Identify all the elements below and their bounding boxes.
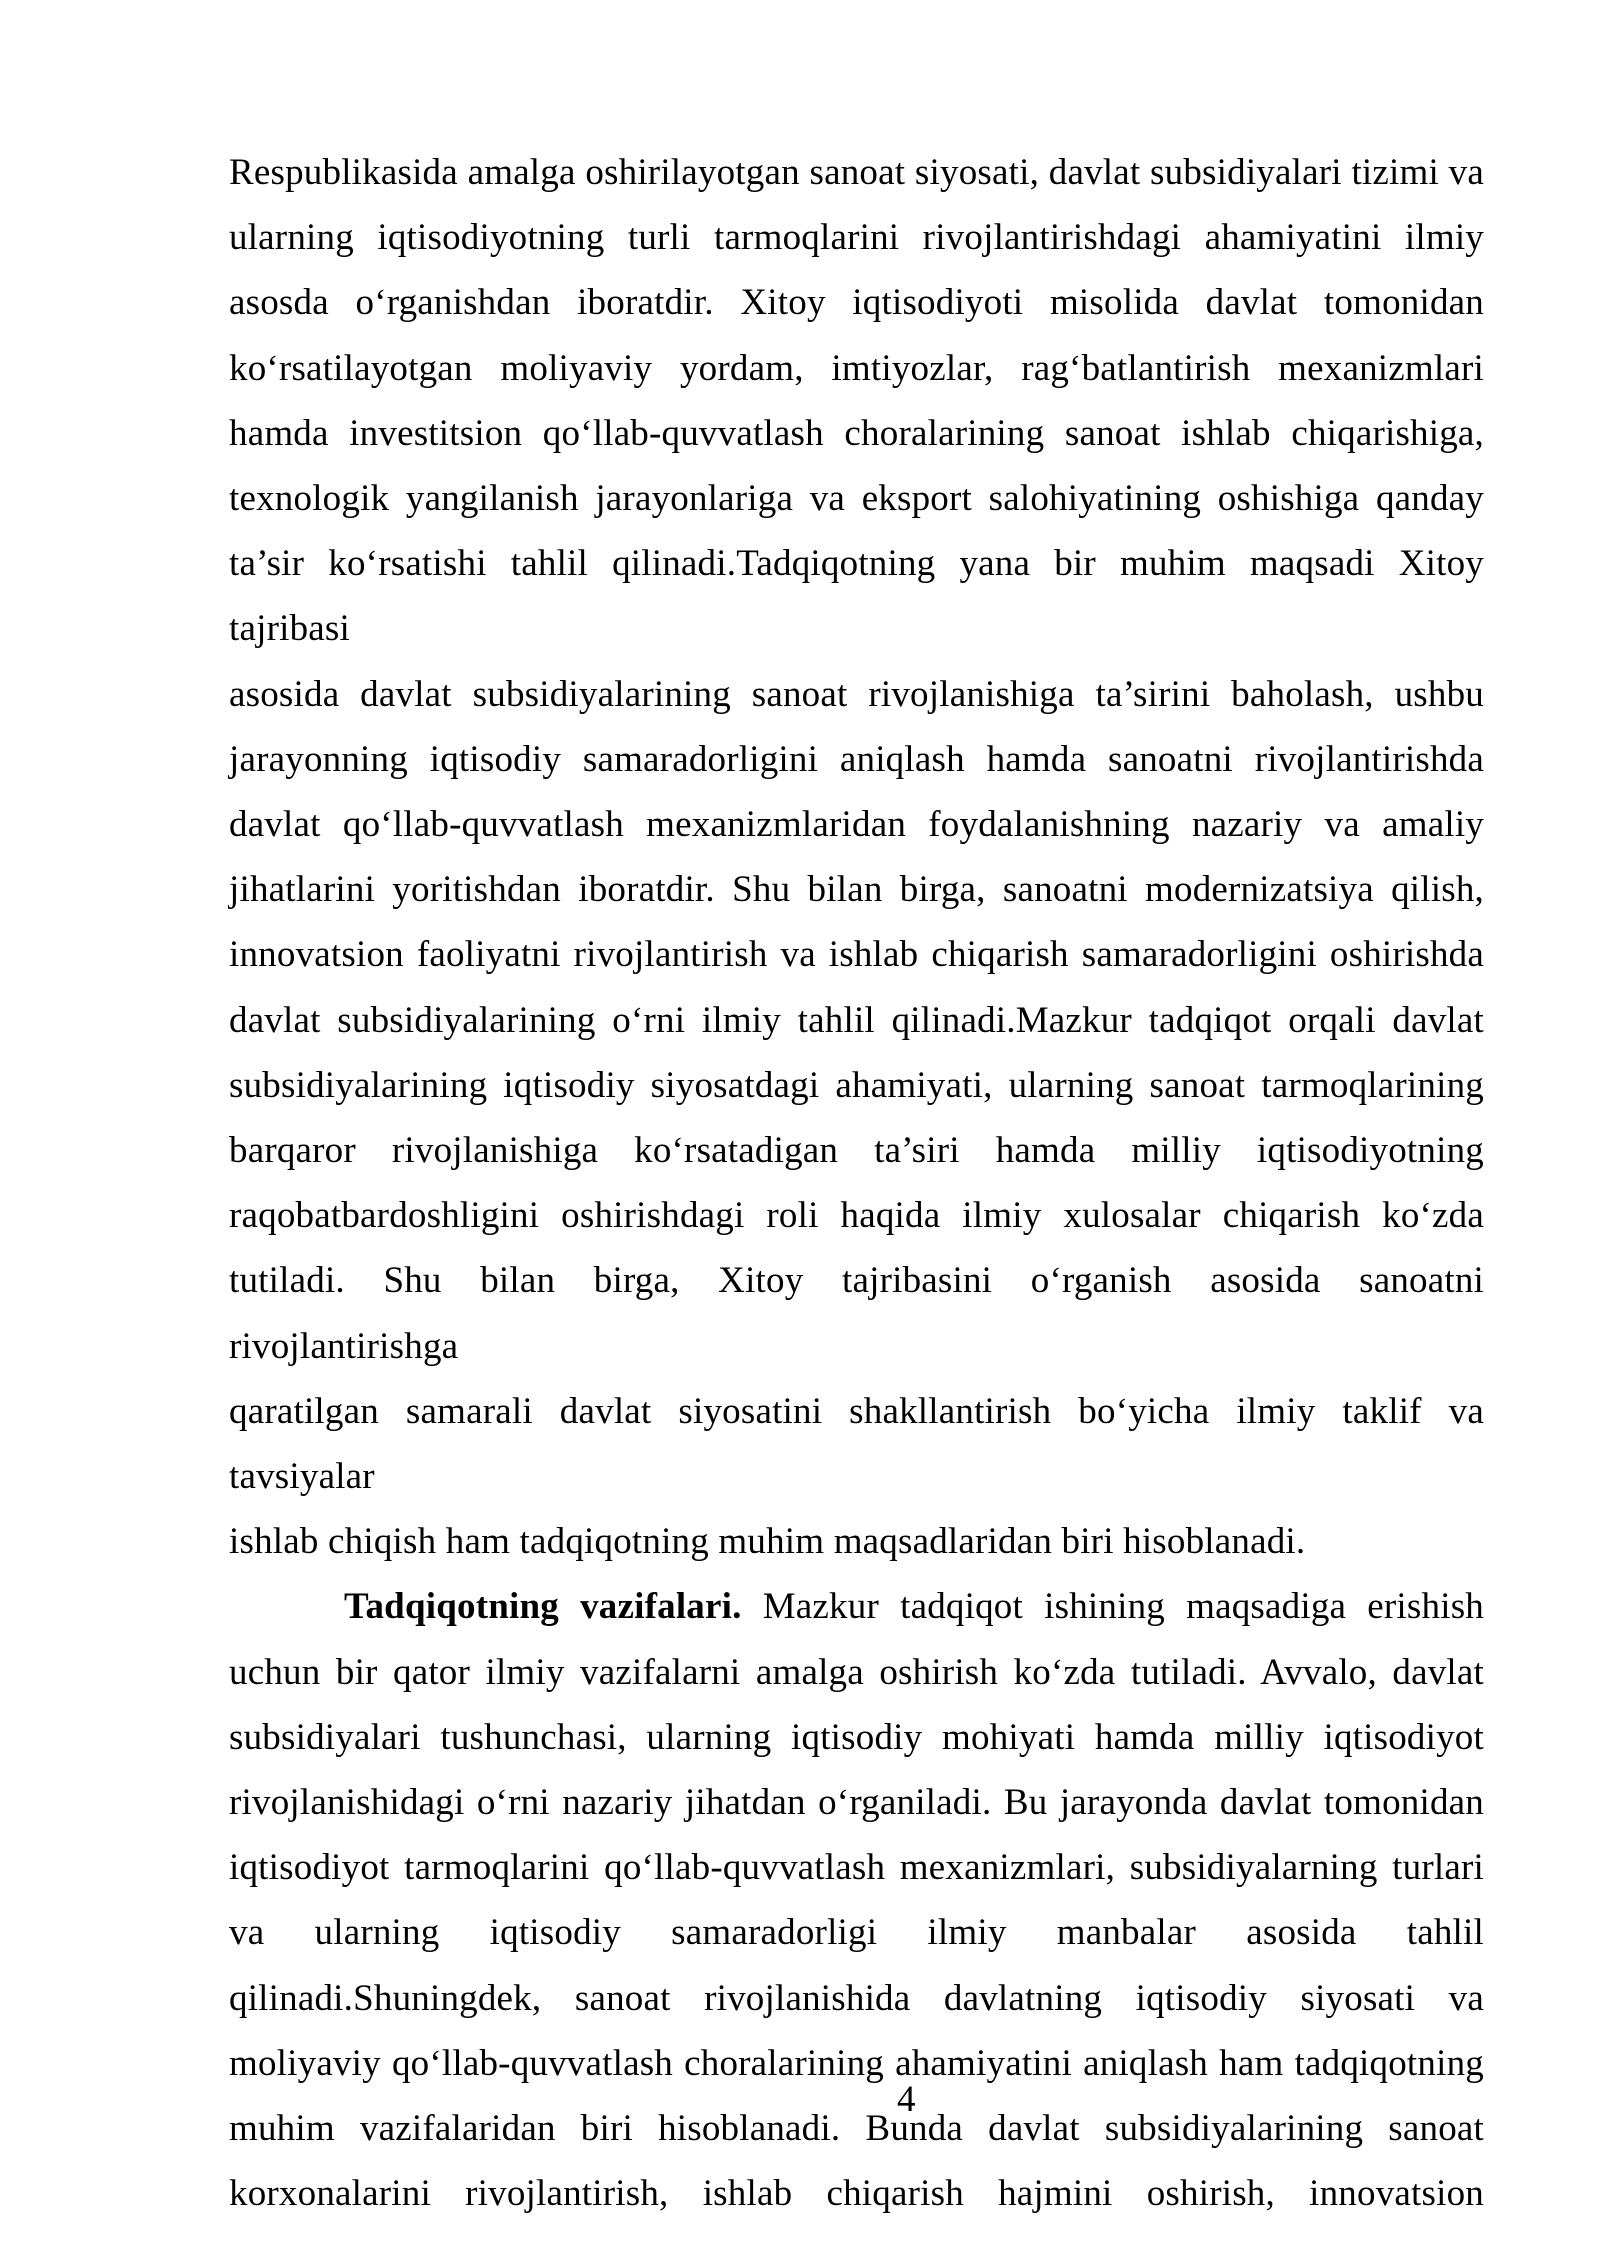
text-run: qaratilgan samarali davlat siyosatini shakllantirish bo‘yicha ilmiy taklif va tavsiyalar — [229, 1390, 1484, 1498]
text-line — [229, 1379, 1484, 1509]
text-run: davlat qo‘llab-quvvatlash mexanizmlaridan foydalanishning nazariy va amaliy — [229, 804, 1484, 846]
text-line — [229, 336, 1484, 401]
text-line — [229, 1835, 1484, 1900]
text-line — [229, 1183, 1484, 1248]
text-line — [229, 1705, 1484, 1770]
text-run: ishlab chiqish ham tadqiqotning muhim maqsadlaridan biri hisoblanadi. — [229, 1521, 1306, 1563]
text-line — [229, 1118, 1484, 1183]
text-line — [229, 1770, 1484, 1835]
page-number: 4 — [897, 2079, 916, 2120]
text-run: ularning iqtisodiyotning turli tarmoqlarini rivojlantirishdagi ahamiyatini ilmiy — [229, 217, 1484, 259]
text-run: texnologik yangilanish jarayonlariga va eksport salohiyatining oshishiga qanday — [229, 478, 1484, 520]
text-line — [229, 922, 1484, 987]
text-run: jarayonning iqtisodiy samaradorligini aniqlash hamda sanoatni rivojlantirishda — [229, 738, 1484, 780]
text-run: rivojlanishidagi o‘rni nazariy jihatdan o‘rganiladi. Bu jarayonda davlat tomonidan — [229, 1782, 1484, 1824]
text-line — [229, 1248, 1484, 1378]
text-line — [229, 2096, 1484, 2161]
text-run: asosida davlat subsidiyalarining sanoat rivojlanishiga ta’sirini baholash, ushbu — [229, 673, 1484, 715]
text-line — [229, 2161, 1484, 2226]
text-line — [229, 466, 1484, 531]
text-line — [229, 401, 1484, 466]
text-line — [229, 988, 1484, 1053]
bold-run: Tadqiqotning vazifalari. — [344, 1586, 742, 1628]
text-run: korxonalarini rivojlantirish, ishlab chiqarish hajmini oshirish, innovatsion — [229, 2173, 1484, 2215]
text-run: muhim vazifalaridan biri hisoblanadi. Bunda davlat subsidiyalarining sanoat — [229, 2108, 1484, 2150]
text-line — [229, 2031, 1484, 2096]
text-run: raqobatbardoshligini oshirishdagi roli haqida ilmiy xulosalar chiqarish ko‘zda — [229, 1195, 1484, 1237]
text-run: hamda investitsion qo‘llab-quvvatlash choralarining sanoat ishlab chiqarishiga, — [229, 412, 1484, 454]
text-line — [229, 1053, 1484, 1118]
text-run: ko‘rsatilayotgan moliyaviy yordam, imtiyozlar, rag‘batlantirish mexanizmlari — [229, 347, 1484, 389]
text-line — [229, 857, 1484, 922]
text-run: barqaror rivojlanishiga ko‘rsatadigan ta’siri hamda milliy iqtisodiyotning — [229, 1130, 1484, 1172]
text-run: uchun bir qator ilmiy vazifalarni amalga oshirish ko‘zda tutiladi. Avvalo, davlat — [229, 1651, 1484, 1693]
body-text — [229, 140, 1484, 2227]
text-run: subsidiyalarining iqtisodiy siyosatdagi ahamiyati, ularning sanoat tarmoqlarining — [229, 1064, 1484, 1106]
text-run: moliyaviy qo‘llab-quvvatlash choralarining ahamiyatini aniqlash ham tadqiqotning — [229, 2042, 1484, 2084]
text-run: va ularning iqtisodiy samaradorligi ilmiy manbalar asosida tahlil — [229, 1912, 1484, 1954]
text-line — [229, 1900, 1484, 1965]
text-line — [229, 1640, 1484, 1705]
text-line — [229, 662, 1484, 727]
text-line — [229, 205, 1484, 270]
text-line — [229, 140, 1484, 205]
text-run: davlat subsidiyalarining o‘rni ilmiy tahlil qilinadi.Mazkur tadqiqot orqali davlat — [229, 999, 1484, 1041]
text-run: iqtisodiyot tarmoqlarini qo‘llab-quvvatlash mexanizmlari, subsidiyalarning turlari — [229, 1847, 1484, 1889]
text-line — [229, 792, 1484, 857]
text-run: jihatlarini yoritishdan iboratdir. Shu bilan birga, sanoatni modernizatsiya qilish, — [229, 869, 1484, 911]
text-line — [229, 1966, 1484, 2031]
text-run: Respublikasida amalga oshirilayotgan sanoat siyosati, davlat subsidiyalari tizimi va — [229, 152, 1484, 193]
text-line — [229, 531, 1484, 661]
text-run: Mazkur tadqiqot ishining maqsadiga erishish — [741, 1586, 1484, 1628]
text-line — [229, 727, 1484, 792]
text-line — [229, 270, 1484, 335]
text-run: ta’sir ko‘rsatishi tahlil qilinadi.Tadqiqotning yana bir muhim maqsadi Xitoy tajribasi — [229, 543, 1484, 650]
text-run: qilinadi.Shuningdek, sanoat rivojlanishida davlatning iqtisodiy siyosati va — [229, 1977, 1484, 2019]
text-run: asosda o‘rganishdan iboratdir. Xitoy iqtisodiyoti misolida davlat tomonidan — [229, 282, 1484, 324]
text-run: tutiladi. Shu bilan birga, Xitoy tajribasini o‘rganish asosida sanoatni rivojlantirishga — [229, 1260, 1484, 1367]
text-run: subsidiyalari tushunchasi, ularning iqtisodiy mohiyati hamda milliy iqtisodiyot — [229, 1716, 1484, 1758]
text-line — [229, 1509, 1484, 1574]
text-line — [229, 1574, 1484, 1639]
text-run: innovatsion faoliyatni rivojlantirish va ishlab chiqarish samaradorligini oshirishda — [229, 934, 1484, 976]
